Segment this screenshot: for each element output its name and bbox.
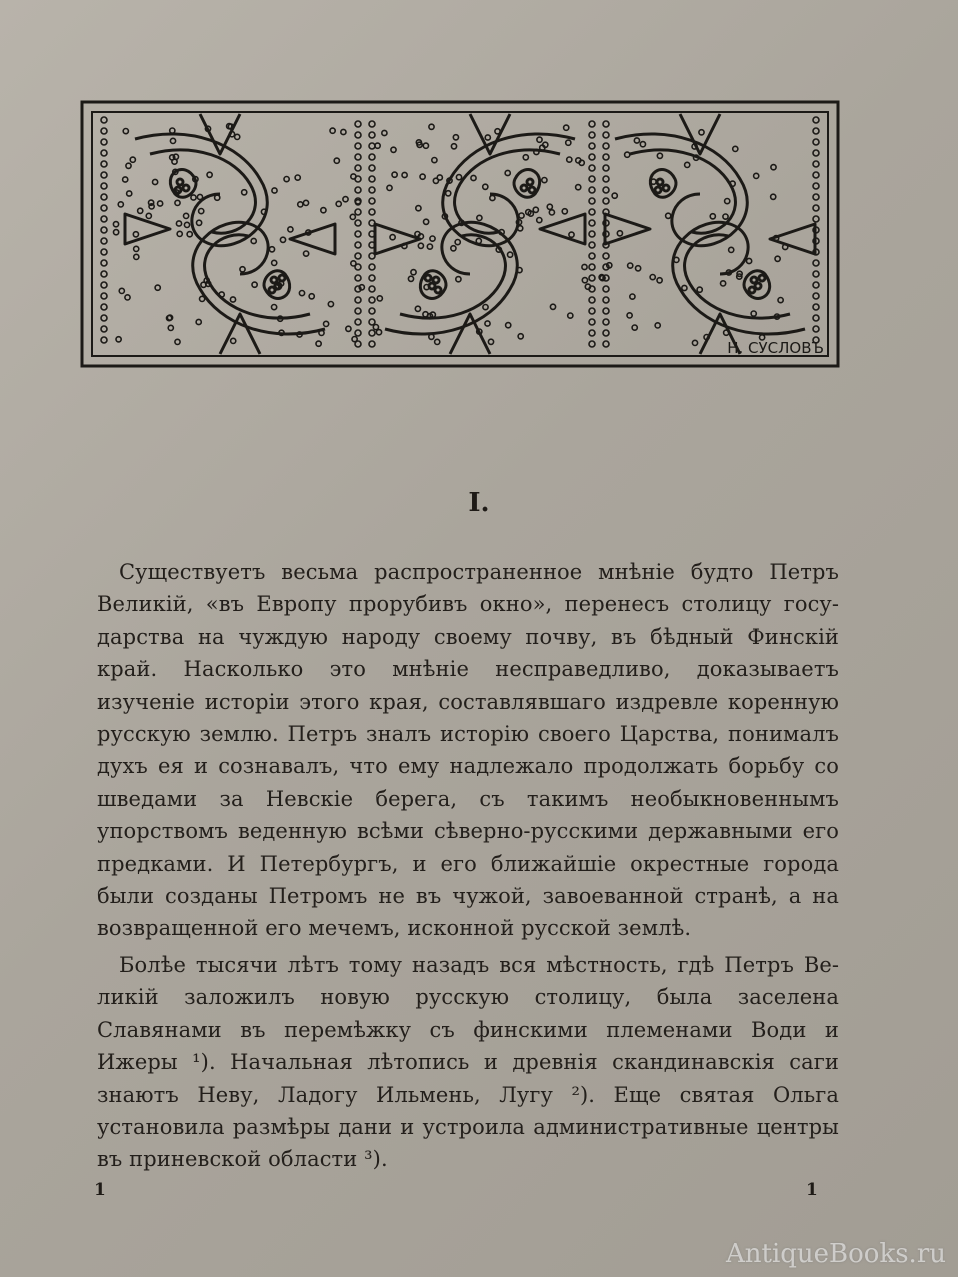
page-number-left: 1 bbox=[94, 1180, 106, 1200]
watermark: AntiqueBooks.ru bbox=[725, 1239, 946, 1269]
paragraph-2: Болѣе тысячи лѣтъ тому назадъ вся мѣстность, гдѣ Петръ Великій заложилъ новую русскую столицу, была заселена Славянами въ перемѣжку съ финскими племенами Води и Ижеры ¹). Начальная лѣтопись и древнія скандинавскія саги знаютъ Неву, Ладогу Ильмень, Лугу ²). Еще святая Ольга установила размѣры дани и устроила административные центры въ приневской области ³). bbox=[97, 952, 839, 1172]
chapter-heading: I. bbox=[468, 488, 490, 518]
ornamental-headpiece bbox=[80, 100, 840, 368]
paragraph-1: Существуетъ весьма распространенное мнѣніе будто Петръ Великій, «въ Европу прорубивъ окно», перенесъ столицу государства на чуждую народу своему почву, въ бѣдный Финскій край. Насколько это мнѣніе несправедливо, доказываетъ изученіе исторіи этого края, составлявшаго издревле коренную русскую землю. Петръ зналъ исторію своего Царства, понималъ духъ ея и сознавалъ, что ему надлежало продолжать борьбу со шведами за Невскіе берега, съ такимъ необыкновеннымъ упорствомъ веденную всѣми сѣверно-русскими державными его предками. И Петербургъ, и его ближайшіе окрестные города были созданы Петромъ не въ чужой, завоеванной странѣ, а на возвращенной его мечемъ, исконной русской землѣ. bbox=[97, 560, 839, 941]
body-text bbox=[97, 556, 839, 1180]
page-number-right: 1 bbox=[806, 1180, 818, 1200]
artist-signature: Н. СУСЛОВЪ bbox=[727, 339, 824, 357]
